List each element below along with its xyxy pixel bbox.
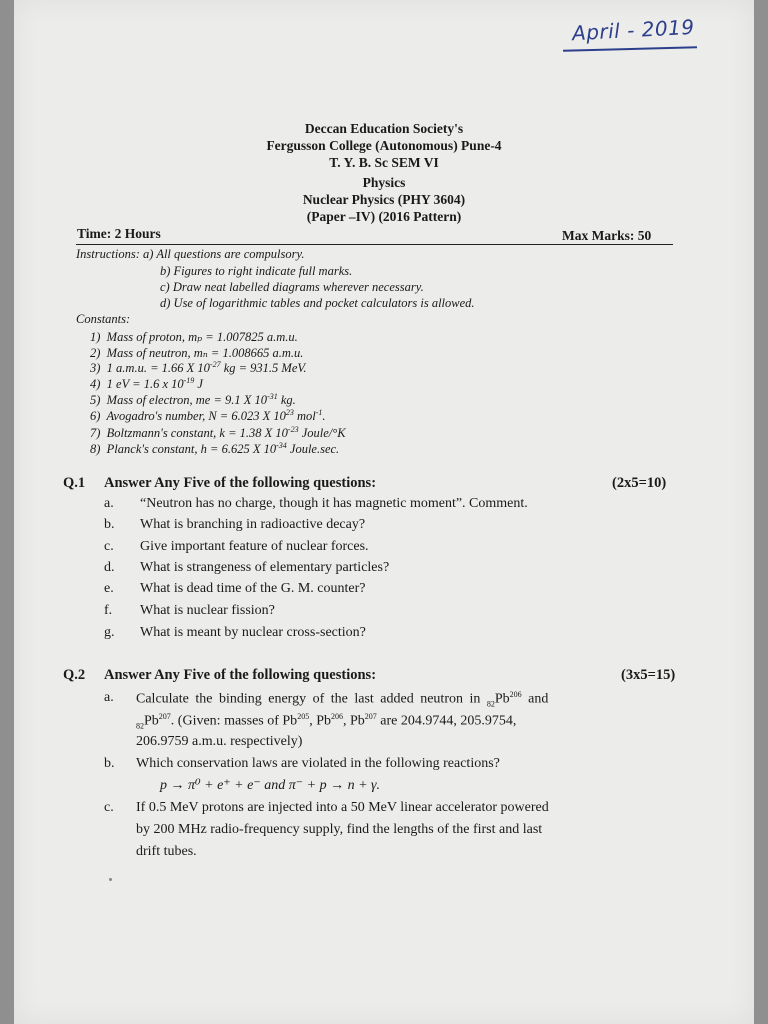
- constant-item: 7) Boltzmann's constant, k = 1.38 X $10^{-23}$ Joule/°K: [90, 425, 346, 441]
- exam-time: Time: 2 Hours: [77, 226, 161, 241]
- q2b-text: Which conservation laws are violated in the following reactions?: [136, 756, 500, 771]
- q1-heading: Answer Any Five of the following questions:: [104, 475, 377, 491]
- q1-item-label: c.: [104, 539, 114, 554]
- q1-item-text: What is strangeness of elementary particles?: [140, 560, 390, 575]
- paper-title: Nuclear Physics (PHY 3604): [302, 192, 466, 207]
- q2-number: Q.2: [63, 667, 86, 683]
- subject-name: Physics: [362, 175, 406, 190]
- instruction-item: a) All questions are compulsory.: [143, 247, 305, 261]
- q2a-line1: Calculate the binding energy of the last added neutron in $_{82}Pb^{206}$ and: [136, 690, 549, 709]
- instructions-block: [76, 247, 304, 262]
- q1-item-text: Give important feature of nuclear forces.: [140, 539, 369, 554]
- instruction-item: d) Use of logarithmic tables and pocket calculators is allowed.: [160, 296, 475, 310]
- q1-number: Q.1: [63, 475, 86, 491]
- constant-item: 1) Mass of proton, mₚ = 1.007825 a.m.u.: [90, 330, 298, 344]
- max-marks: Max Marks: 50: [562, 228, 652, 243]
- constant-item: 4) 1 eV = 1.6 x $10^{-19}$ J: [90, 376, 203, 392]
- constant-item: 5) Mass of electron, me = 9.1 X $10^{-31}$ kg.: [90, 392, 296, 408]
- q1-item-text: What is branching in radioactive decay?: [140, 517, 366, 532]
- paper-pattern: (Paper –IV) (2016 Pattern): [306, 209, 462, 224]
- q1-marks: (2x5=10): [612, 475, 667, 491]
- q2b-label: b.: [104, 756, 115, 771]
- q1-item-text: What is dead time of the G. M. counter?: [140, 581, 366, 596]
- q2c-line2: by 200 MHz radio-frequency supply, find the lengths of the first and last: [136, 822, 543, 837]
- header-divider: [76, 244, 673, 245]
- q2a-line3: 206.9759 a.m.u. respectively): [136, 734, 303, 749]
- constant-item: 3) 1 a.m.u. = 1.66 X $10^{-27}$ kg = 931.5 MeV.: [90, 360, 307, 376]
- society-name: Deccan Education Society's: [304, 121, 464, 136]
- constant-item: 6) Avogadro's number, N = 6.023 X $10^{23}$ mol$^{-1}$.: [90, 408, 326, 424]
- college-name: Fergusson College (Autonomous) Pune-4: [266, 138, 502, 153]
- instruction-item: c) Draw neat labelled diagrams wherever necessary.: [160, 280, 424, 294]
- q2a-line2: $_{82}Pb^{207}$. (Given: masses of Pb$^{205}$, Pb$^{206}$, Pb$^{207}$ are 204.9744, 205.9754,: [136, 712, 517, 731]
- constant-item: 8) Planck's constant, h = 6.625 X $10^{-34}$ Joule.sec.: [90, 441, 340, 457]
- q2-heading: Answer Any Five of the following questions:: [104, 667, 377, 683]
- q2c-label: c.: [104, 800, 114, 815]
- instructions-label: Instructions:: [76, 247, 140, 261]
- q1-item-label: g.: [104, 625, 115, 640]
- constant-item: 2) Mass of neutron, mₙ = 1.008665 a.m.u.: [90, 346, 304, 360]
- q2c-line1: If 0.5 MeV protons are injected into a 50 MeV linear accelerator powered: [136, 800, 549, 815]
- pencil-mark: [109, 878, 112, 881]
- q1-item-text: “Neutron has no charge, though it has magnetic moment”. Comment.: [140, 496, 528, 511]
- class-name: T. Y. B. Sc SEM VI: [329, 155, 439, 170]
- q1-item-label: f.: [104, 603, 113, 618]
- q1-item-label: b.: [104, 517, 115, 532]
- q2-marks: (3x5=15): [621, 667, 676, 683]
- q1-item-label: e.: [104, 581, 114, 596]
- q1-item-label: a.: [104, 496, 114, 511]
- q1-item-text: What is nuclear fission?: [140, 603, 275, 618]
- q2b-reaction: p → π⁰ + e⁺ + e⁻ and π⁻ + p → n + γ.: [160, 778, 381, 793]
- instruction-item: b) Figures to right indicate full marks.: [160, 264, 353, 278]
- q2c-line3: drift tubes.: [136, 844, 197, 859]
- constants-label: Constants:: [76, 312, 131, 326]
- q2a-label: a.: [104, 690, 114, 705]
- handwritten-date: April - 2019: [571, 14, 696, 46]
- q1-item-text: What is meant by nuclear cross-section?: [140, 625, 366, 640]
- q1-item-label: d.: [104, 560, 115, 575]
